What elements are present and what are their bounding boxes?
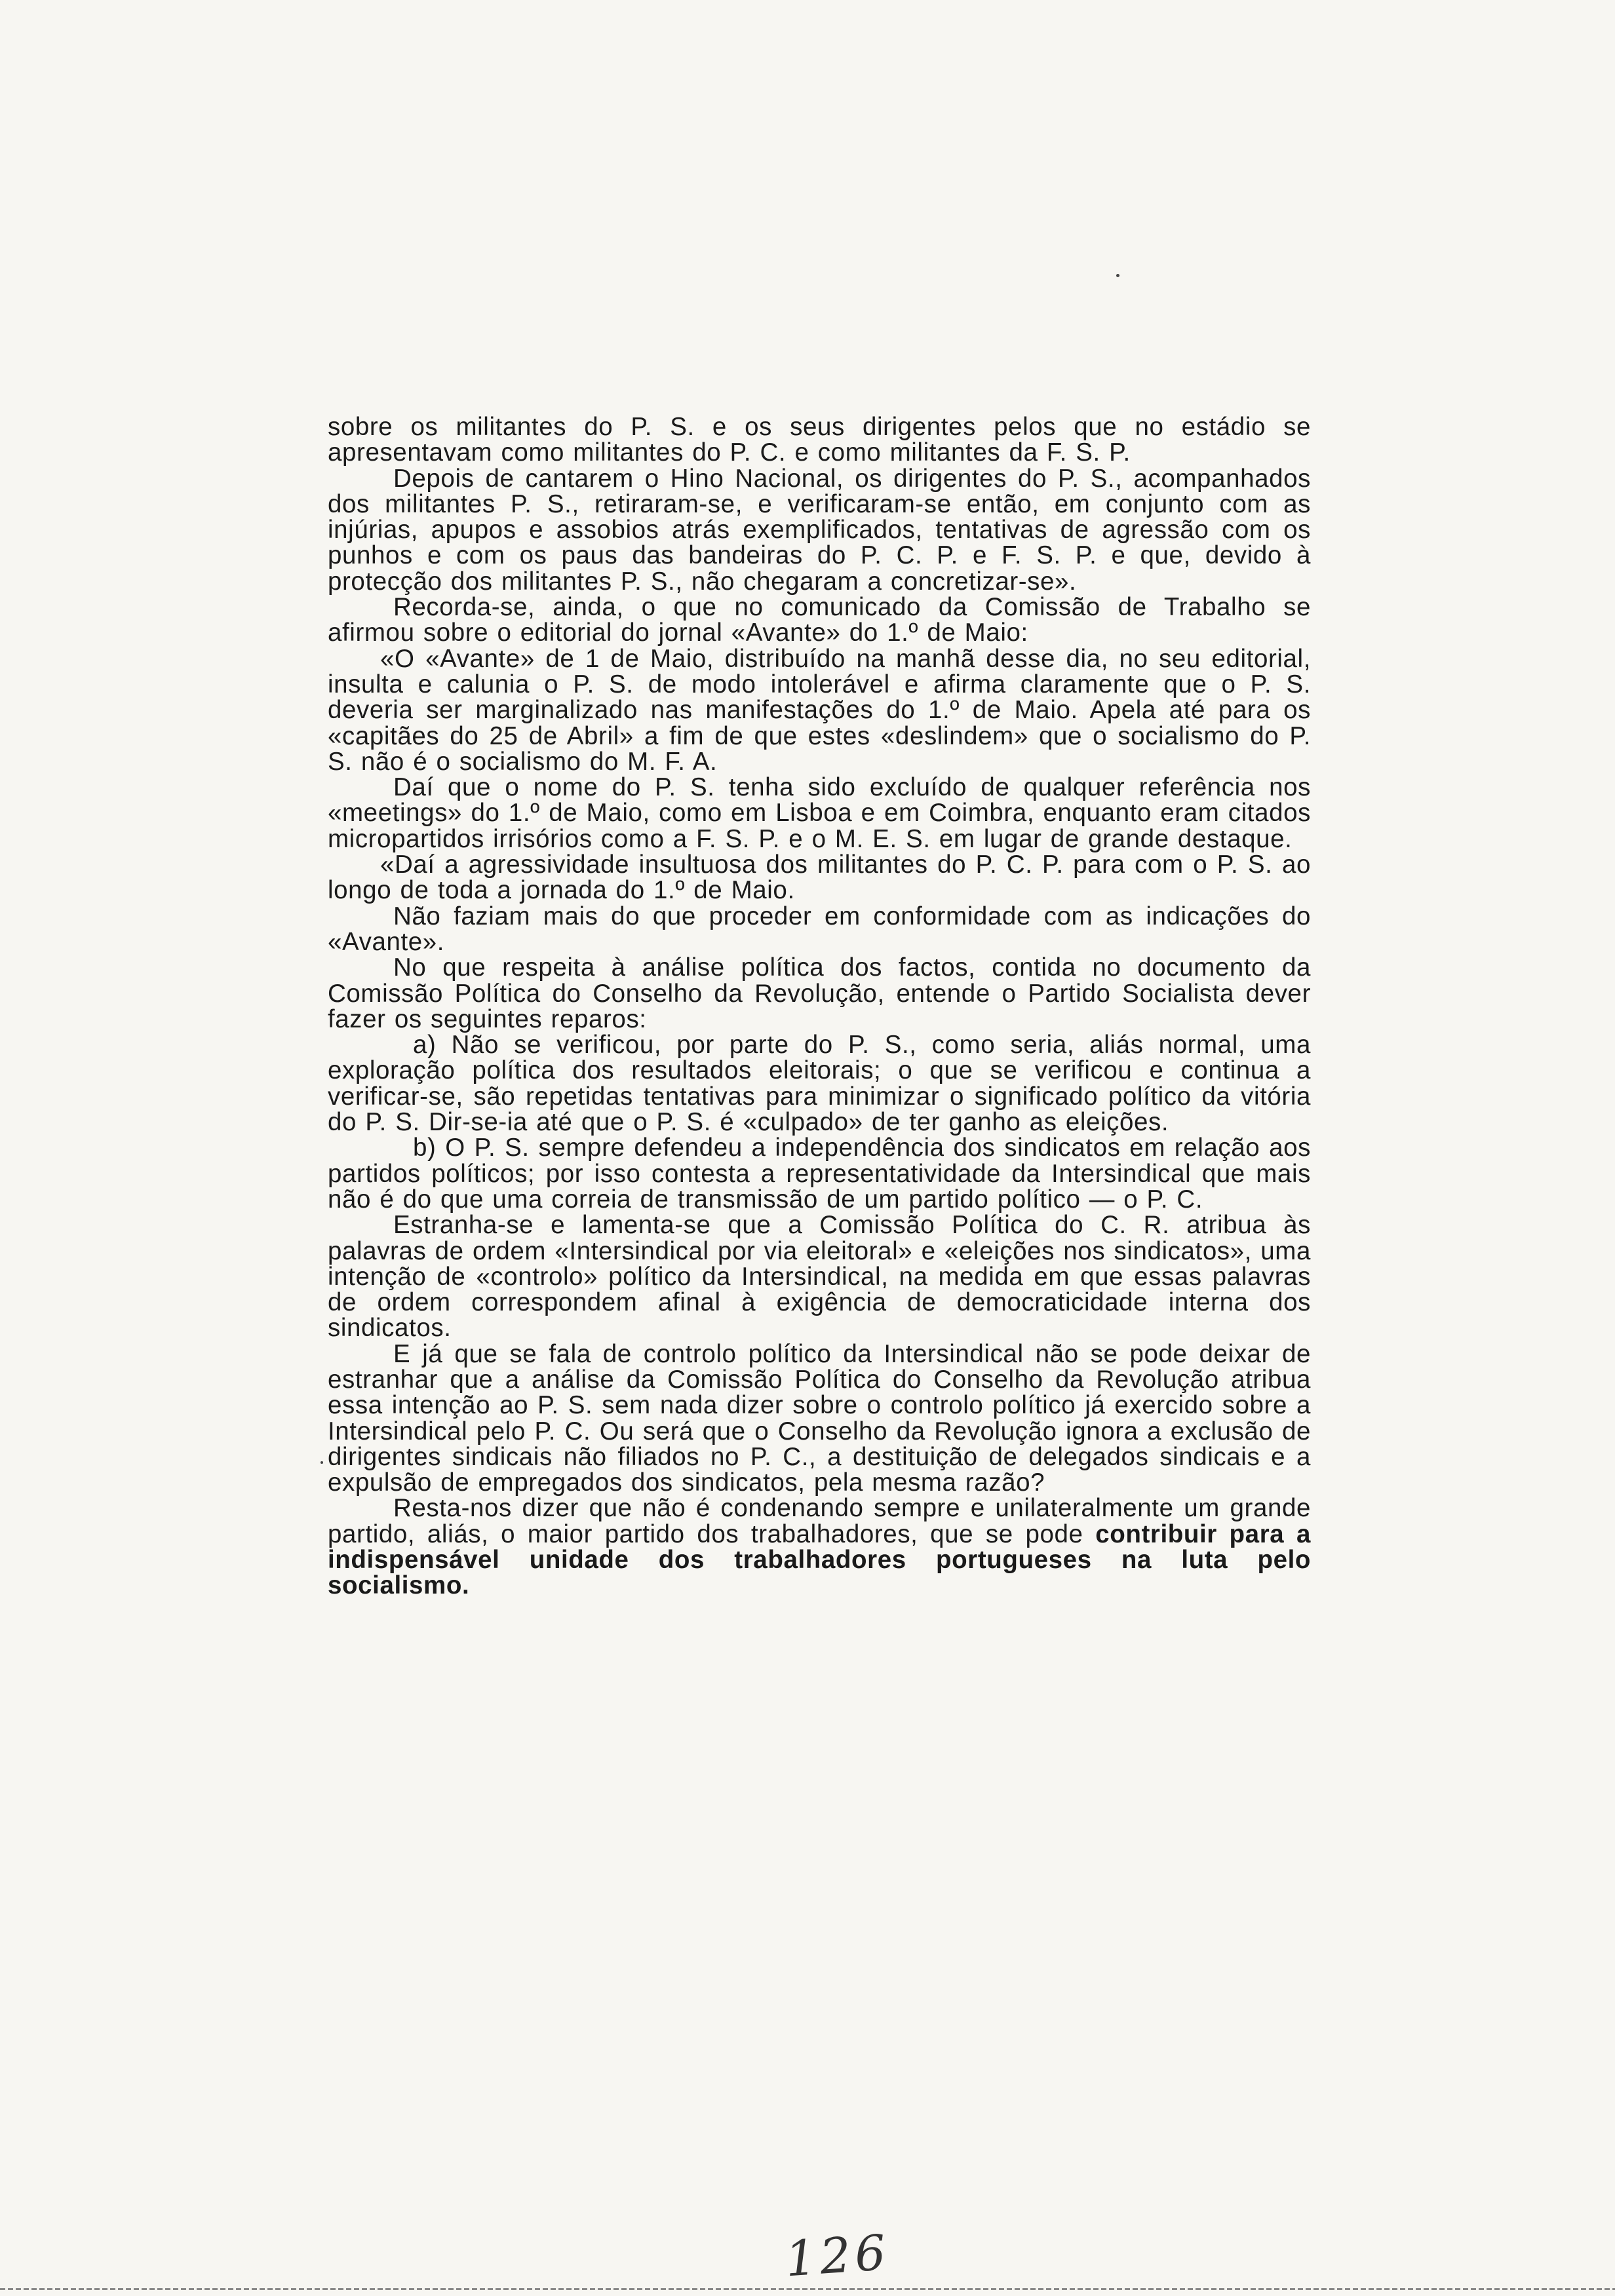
closing-bold-text: contribuir para a indispensável unidade dos trabalhadores portugueses na luta pelo socialismo. bbox=[328, 1520, 1311, 1600]
scan-edge-line bbox=[0, 2288, 1615, 2290]
list-item-b: b) O P. S. sempre defendeu a independência dos sindicatos em relação aos partidos políticos; por isso contesta a representatividade da Intersindical que mais não é do que uma correia de transmissão de um partido político — o P. C. bbox=[328, 1134, 1311, 1214]
closing-paragraph bbox=[328, 1495, 1311, 1598]
quote-paragraph: «Daí a agressividade insultuosa dos militantes do P. C. P. para com o P. S. ao longo de toda a jornada do 1.º de Maio. bbox=[328, 851, 1311, 905]
paragraph: sobre os militantes do P. S. e os seus dirigentes pelos que no estádio se apresentavam como militantes do P. C. e como militantes da F. S. P. bbox=[328, 413, 1311, 467]
paragraph: Estranha-se e lamenta-se que a Comissão Política do C. R. atribua às palavras de ordem «Intersindical por via eleitoral» e «eleições nos sindicatos», uma intenção de «controlo» político da Intersindical, na medida em que essas palavras de ordem correspondem afinal à exigência de democraticidade interna dos sindicatos. bbox=[328, 1211, 1311, 1343]
paragraph: Recorda-se, ainda, o que no comunicado da Comissão de Trabalho se afirmou sobre o editorial do jornal «Avante» do 1.º de Maio: bbox=[328, 593, 1311, 647]
list-item-a: a) Não se verificou, por parte do P. S., como seria, aliás normal, uma exploração política dos resultados eleitorais; o que se verificou e continua a verificar-se, são repetidas tentativas para minimizar o significado político da vitória do P. S. Dir-se-ia até que o P. S. é «culpado» de ter ganho as eleições. bbox=[328, 1031, 1311, 1137]
scan-speck bbox=[1116, 274, 1119, 277]
paragraph: Não faziam mais do que proceder em conformidade com as indicações do «Avante». bbox=[328, 902, 1311, 956]
quote-paragraph: «O «Avante» de 1 de Maio, distribuído na manhã desse dia, no seu editorial, insulta e calunia o P. S. de modo intolerável e afirma claramente que o P. S. deveria ser marginalizado nas manifestações do 1.º de Maio. Apela até para os «capitães do 25 de Abril» a fim de que estes «deslindem» que o socialismo do P. S. não é o socialismo do M. F. A. bbox=[328, 644, 1311, 776]
closing-normal-text: Resta-nos dizer que não é condenando sempre e unilateralmente um grande partido, aliás, o maior partido dos trabalhadores, que se pode bbox=[328, 1494, 1311, 1548]
paragraph: Depois de cantarem o Hino Nacional, os dirigentes do P. S., acompanhados dos militantes P. S., retiraram-se, e verificaram-se então, em conjunto com as injúrias, apupos e assobios atrás exemplificados, tentativas de agressão com os punhos e com os paus das bandeiras do P. C. P. e F. S. P. e que, devido à protecção dos militantes P. S., não chegaram a concretizar-se». bbox=[328, 464, 1311, 596]
handwritten-page-number: 126 bbox=[783, 2224, 892, 2288]
paragraph: No que respeita à análise política dos factos, contida no documento da Comissão Política do Conselho da Revolução, entende o Partido Socialista dever fazer os seguintes reparos: bbox=[328, 953, 1311, 1033]
paragraph: E já que se fala de controlo político da Intersindical não se pode deixar de estranhar que a análise da Comissão Política do Conselho da Revolução atribua essa intenção ao P. S. sem nada dizer sobre o controlo político já exercido sobre a Intersindical pelo P. C. Ou será que o Conselho da Revolução ignora a exclusão de dirigentes sindicais não filiados no P. C., a destituição de delegados sindicais e a expulsão de empregados dos sindicatos, pela mesma razão? bbox=[328, 1339, 1311, 1497]
scan-speck bbox=[321, 1461, 323, 1464]
document-body bbox=[328, 414, 1311, 1599]
paragraph: Daí que o nome do P. S. tenha sido excluído de qualquer referência nos «meetings» do 1.º de Maio, como em Lisboa e em Coimbra, enquanto eram citados micropartidos irrisórios como a F. S. P. e o M. E. S. em lugar de grande destaque. bbox=[328, 773, 1311, 853]
